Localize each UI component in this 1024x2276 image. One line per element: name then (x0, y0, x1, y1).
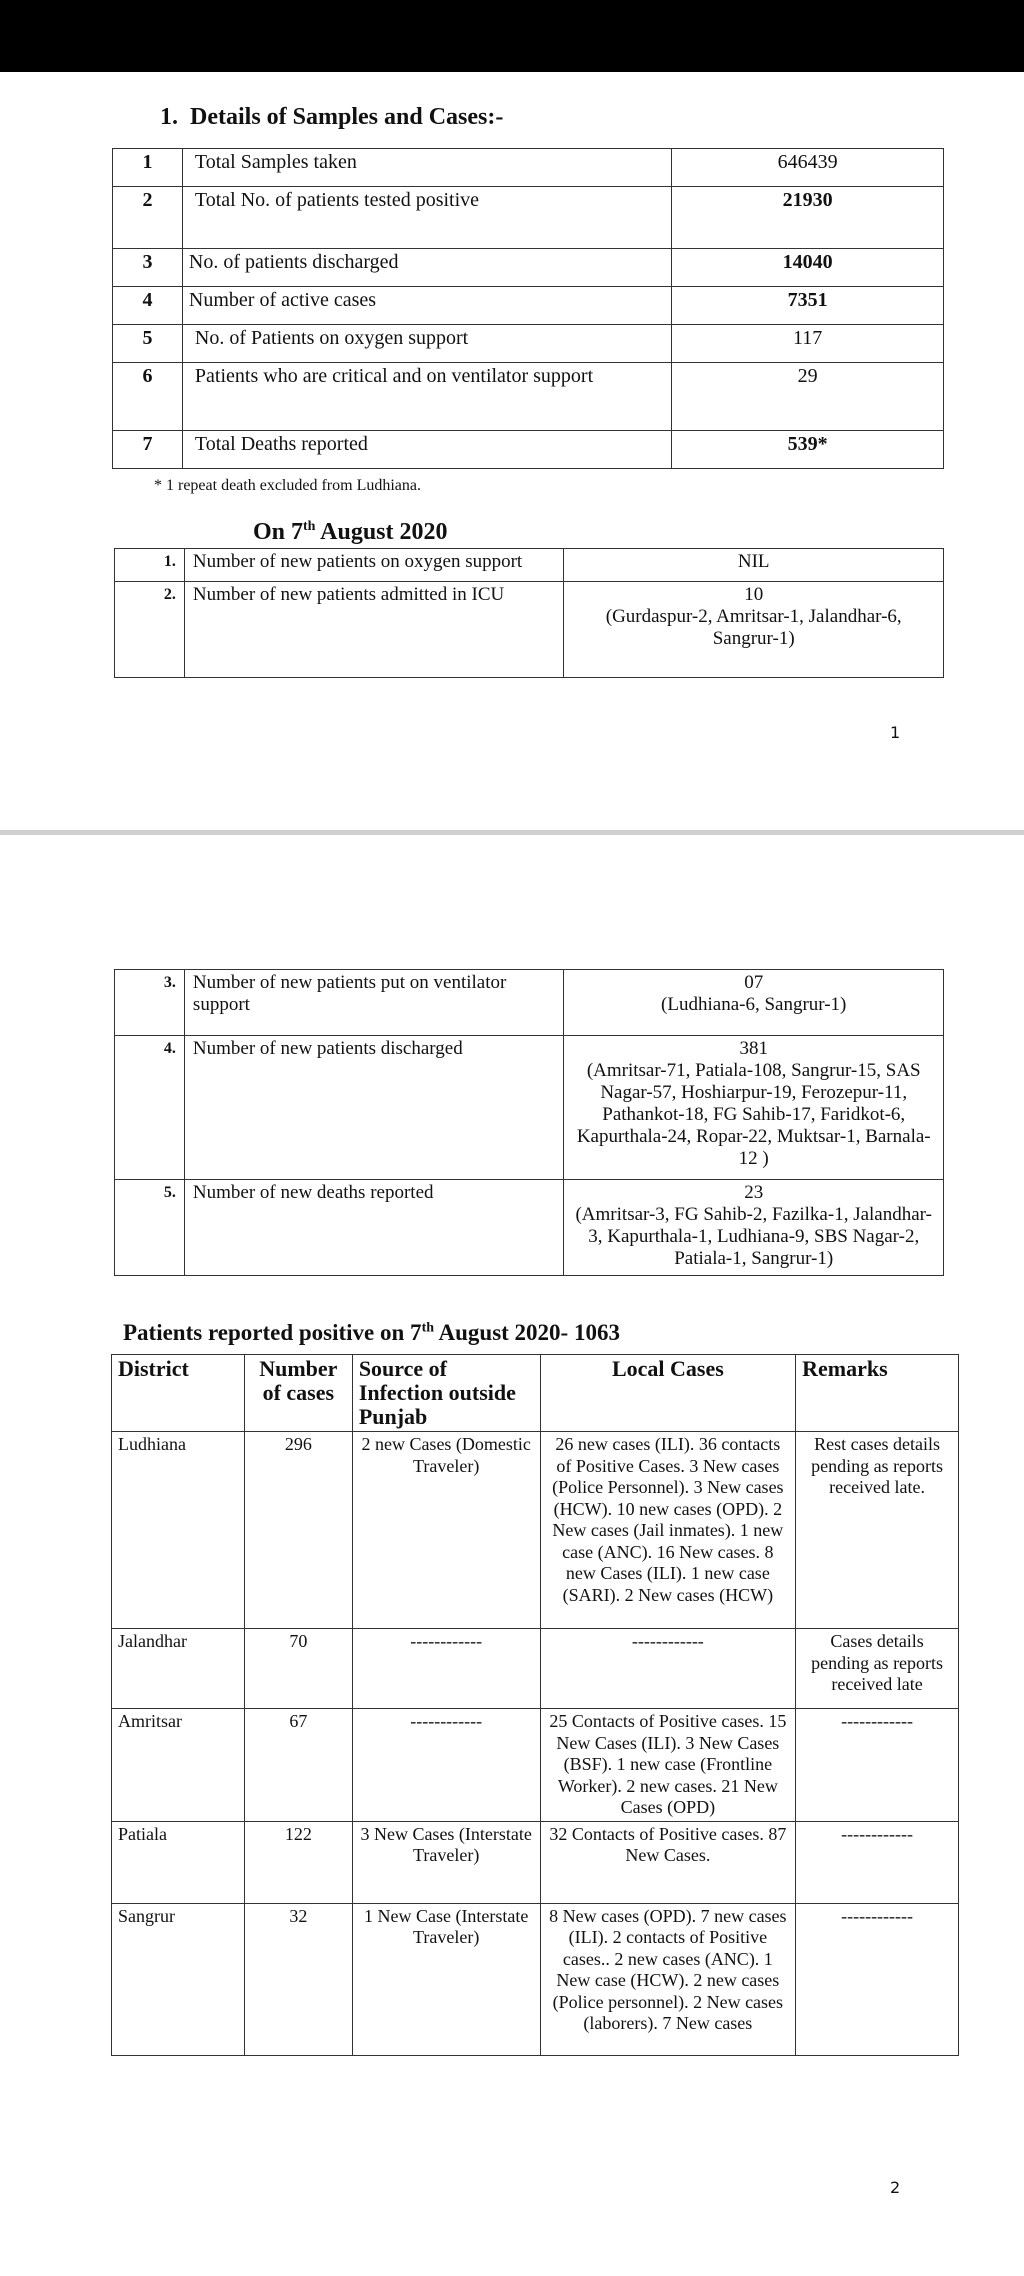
summary-row (113, 287, 944, 325)
district-row (112, 1709, 959, 1822)
positive-heading: Patients reported positive on 7th August 2020- 1063 (123, 1320, 620, 1345)
row-number: 7 (113, 431, 183, 469)
row-value: 7351 (672, 287, 944, 325)
row-label: Number of new patients on oxygen support (184, 549, 564, 582)
row-detail: (Amritsar-3, FG Sahib-2, Fazilka-1, Jalandhar-3, Kapurthala-1, Ludhiana-9, SBS Nagar-2, Patiala-1, Sangrur-1) (575, 1204, 932, 1269)
row-number: 4 (113, 287, 183, 325)
district-local: 25 Contacts of Positive cases. 15 New Cases (ILI). 3 New Cases (BSF). 1 new case (Frontline Worker). 2 new cases. 21 New Cases (OPD) (540, 1709, 796, 1822)
document-page-2 (0, 835, 1024, 2276)
row-value-cell (564, 582, 944, 678)
district-row (112, 1432, 959, 1629)
summary-row (113, 149, 944, 187)
row-label: No. of Patients on oxygen support (182, 325, 671, 363)
row-number: 2. (115, 582, 185, 678)
row-value: 07 (744, 972, 764, 993)
district-cases: 70 (244, 1629, 352, 1709)
district-local: 8 New cases (OPD). 7 new cases (ILI). 2 contacts of Positive cases.. 2 new cases (ANC). 1 New case (HCW). 2 new cases (Police personnel). 2 New cases (laborers). 7 New cases (540, 1903, 796, 2055)
daily-table-2 (114, 969, 944, 1276)
column-header: Number of cases (244, 1355, 352, 1432)
row-value-cell (564, 1180, 944, 1276)
row-number: 2 (113, 187, 183, 249)
row-number: 1 (113, 149, 183, 187)
row-label: Number of new patients admitted in ICU (184, 582, 564, 678)
district-remarks: Cases details pending as reports received late (796, 1629, 959, 1709)
summary-row (113, 431, 944, 469)
row-value: 23 (744, 1182, 764, 1203)
district-table (111, 1354, 959, 2056)
district-row (112, 1903, 959, 2055)
district-source: ------------ (352, 1629, 540, 1709)
daily-table-1 (114, 548, 944, 678)
row-value-cell (564, 549, 944, 582)
row-number: 1. (115, 549, 185, 582)
district-local: 26 new cases (ILI). 36 contacts of Positive Cases. 3 New cases (Police Personnel). 3 New cases (HCW). 10 new cases (OPD). 2 New cases (Jail inmates). 1 new case (ANC). 16 New cases. 8 new Cases (ILI). 1 new case (SARI). 2 New cases (HCW) (540, 1432, 796, 1629)
district-remarks: Rest cases details pending as reports received late. (796, 1432, 959, 1629)
daily-row (115, 970, 944, 1036)
document-page-1 (0, 72, 1024, 830)
row-number: 3. (115, 970, 185, 1036)
district-source: 1 New Case (Interstate Traveler) (352, 1903, 540, 2055)
daily-row (115, 549, 944, 582)
row-label: Number of new patients discharged (184, 1036, 564, 1180)
date-heading: On 7th August 2020 (253, 519, 448, 545)
district-source: 3 New Cases (Interstate Traveler) (352, 1821, 540, 1903)
district-name: Jalandhar (112, 1629, 245, 1709)
footnote: * 1 repeat death excluded from Ludhiana. (154, 477, 421, 494)
district-cases: 32 (244, 1903, 352, 2055)
district-name: Patiala (112, 1821, 245, 1903)
row-value: NIL (737, 551, 770, 572)
row-label: Total Deaths reported (182, 431, 671, 469)
district-row (112, 1821, 959, 1903)
district-source: 2 new Cases (Domestic Traveler) (352, 1432, 540, 1629)
page-number: 1 (890, 723, 901, 742)
row-label: Total No. of patients tested positive (182, 187, 671, 249)
district-source: ------------ (352, 1709, 540, 1822)
section-heading (160, 104, 503, 131)
row-label: Number of active cases (182, 287, 671, 325)
daily-row (115, 1036, 944, 1180)
district-local: ------------ (540, 1629, 796, 1709)
row-value: 10 (744, 584, 764, 605)
row-value: 381 (739, 1038, 768, 1059)
column-header: District (112, 1355, 245, 1432)
column-header: Source of Infection outside Punjab (352, 1355, 540, 1432)
summary-table (112, 148, 944, 469)
row-number: 5 (113, 325, 183, 363)
column-header: Remarks (796, 1355, 959, 1432)
row-label: Number of new deaths reported (184, 1180, 564, 1276)
district-remarks: ------------ (796, 1903, 959, 2055)
row-number: 6 (113, 363, 183, 431)
row-detail: (Ludhiana-6, Sangrur-1) (661, 994, 847, 1015)
column-header: Local Cases (540, 1355, 796, 1432)
district-cases: 122 (244, 1821, 352, 1903)
district-local: 32 Contacts of Positive cases. 87 New Cases. (540, 1821, 796, 1903)
row-number: 5. (115, 1180, 185, 1276)
row-label: Patients who are critical and on ventilator support (182, 363, 671, 431)
row-value: 117 (672, 325, 944, 363)
summary-row (113, 187, 944, 249)
section-title: Details of Samples and Cases:- (190, 104, 504, 130)
section-number: 1. (160, 104, 178, 130)
daily-row (115, 1180, 944, 1276)
page-number: 2 (890, 2178, 901, 2197)
row-value-cell (564, 1036, 944, 1180)
row-label: Number of new patients put on ventilator support (184, 970, 564, 1036)
row-number: 3 (113, 249, 183, 287)
top-black-bar (0, 0, 1024, 72)
district-name: Ludhiana (112, 1432, 245, 1629)
row-value: 539* (672, 431, 944, 469)
district-remarks: ------------ (796, 1821, 959, 1903)
district-name: Sangrur (112, 1903, 245, 2055)
district-row (112, 1629, 959, 1709)
district-cases: 296 (244, 1432, 352, 1629)
row-detail: (Amritsar-71, Patiala-108, Sangrur-15, SAS Nagar-57, Hoshiarpur-19, Ferozepur-11, Pathankot-18, FG Sahib-17, Faridkot-6, Kapurthala-24, Ropar-22, Muktsar-1, Barnala-12 ) (576, 1060, 931, 1169)
district-cases: 67 (244, 1709, 352, 1822)
summary-row (113, 363, 944, 431)
row-label: No. of patients discharged (182, 249, 671, 287)
row-value: 646439 (672, 149, 944, 187)
summary-row (113, 249, 944, 287)
row-value: 21930 (672, 187, 944, 249)
district-remarks: ------------ (796, 1709, 959, 1822)
row-value: 14040 (672, 249, 944, 287)
daily-row (115, 582, 944, 678)
summary-row (113, 325, 944, 363)
row-value-cell (564, 970, 944, 1036)
district-name: Amritsar (112, 1709, 245, 1822)
row-detail: (Gurdaspur-2, Amritsar-1, Jalandhar-6, Sangrur-1) (605, 606, 902, 649)
row-number: 4. (115, 1036, 185, 1180)
row-label: Total Samples taken (182, 149, 671, 187)
row-value: 29 (672, 363, 944, 431)
